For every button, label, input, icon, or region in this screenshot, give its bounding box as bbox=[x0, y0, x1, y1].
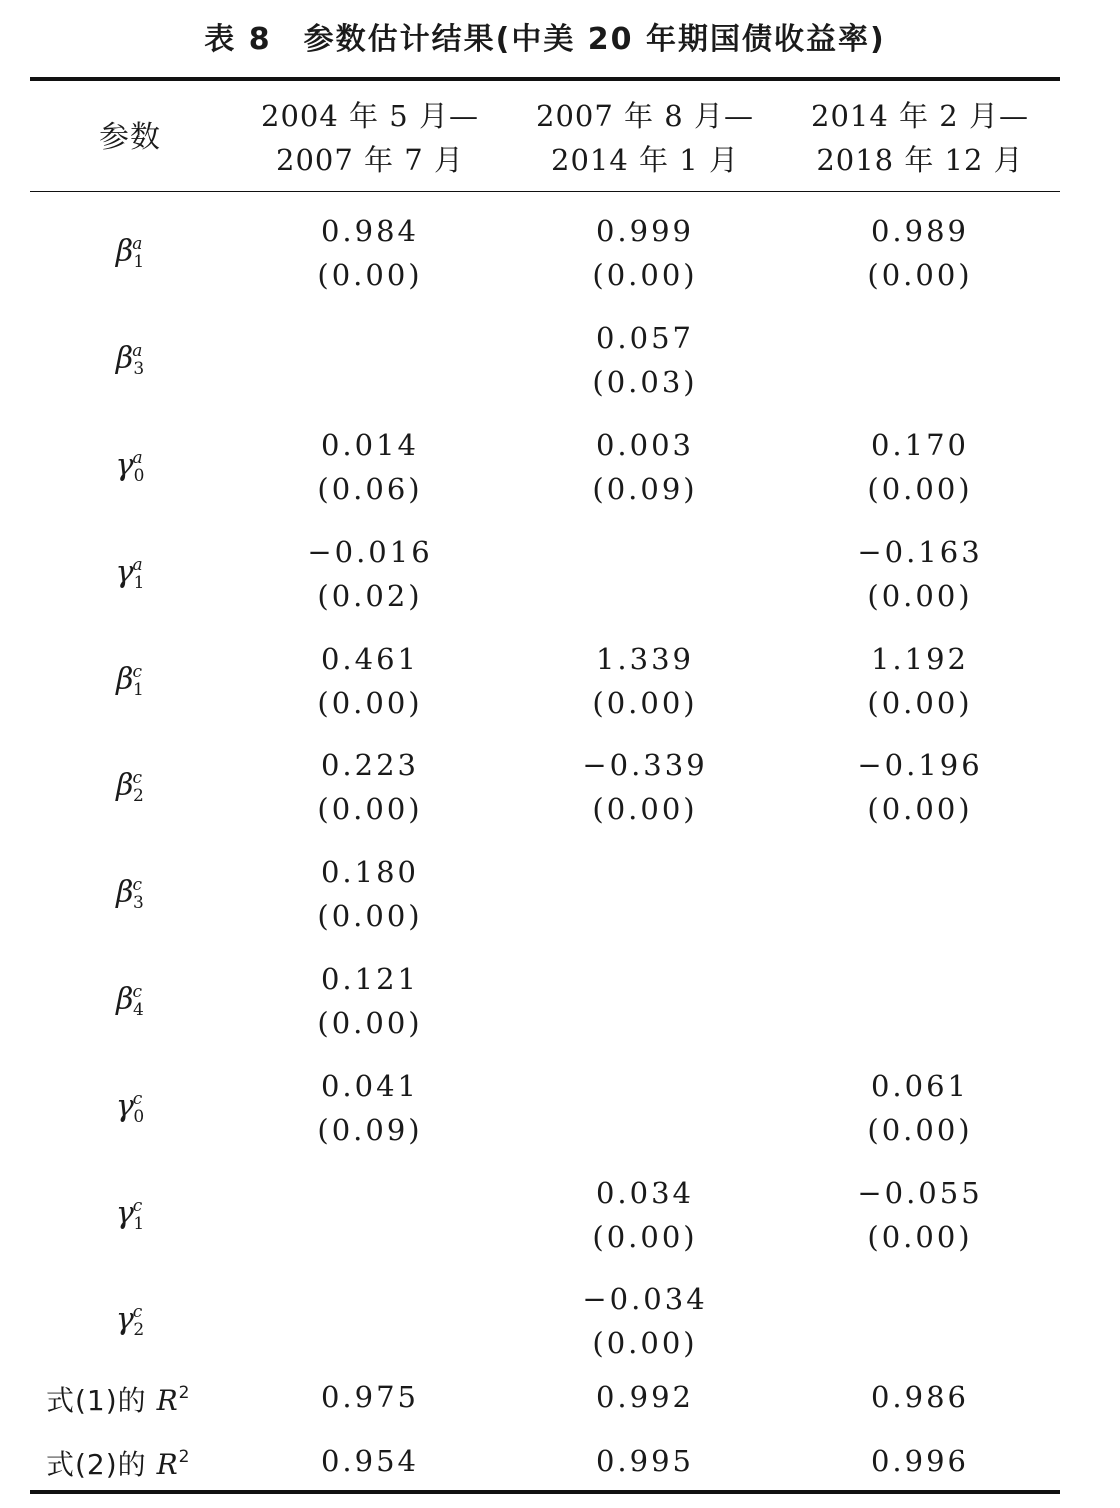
param-symbol-text bbox=[116, 436, 145, 498]
estimate-value: 0.061 bbox=[870, 1068, 970, 1103]
estimate-pvalue: (0.00) bbox=[867, 1219, 973, 1254]
estimate-value: −0.163 bbox=[857, 534, 983, 569]
estimate-pvalue: (0.00) bbox=[592, 1326, 698, 1361]
param-greek: β bbox=[116, 768, 134, 804]
param-superscript: c bbox=[132, 768, 143, 789]
estimate-cell bbox=[780, 1054, 1060, 1161]
estimate-cell bbox=[230, 1161, 510, 1268]
param-greek: γ bbox=[115, 447, 134, 483]
r2-value: 0.995 bbox=[595, 1444, 695, 1478]
table-row bbox=[30, 734, 1060, 841]
r2-label bbox=[30, 1430, 230, 1492]
param-subscript: 1 bbox=[133, 1213, 145, 1234]
estimate-cell bbox=[780, 1161, 1060, 1268]
param-subscript: 1 bbox=[133, 572, 145, 593]
r2-label-prefix: 式(2)的 bbox=[46, 1448, 157, 1481]
estimate-pvalue: (0.00) bbox=[592, 258, 698, 293]
param-greek: β bbox=[116, 875, 134, 911]
r2-label-text bbox=[46, 1371, 191, 1423]
estimate-pvalue: (0.09) bbox=[592, 471, 698, 506]
param-symbol-text bbox=[116, 650, 144, 712]
estimate-cell bbox=[230, 1268, 510, 1375]
r2-value: 0.996 bbox=[870, 1444, 970, 1478]
param-symbol bbox=[30, 520, 230, 627]
header-rule bbox=[30, 191, 1060, 192]
estimate-cell bbox=[780, 841, 1060, 948]
estimate-cell bbox=[780, 734, 1060, 841]
estimate-cell bbox=[510, 200, 780, 307]
r2-value: 0.975 bbox=[320, 1380, 420, 1414]
param-symbol bbox=[30, 1054, 230, 1161]
estimate-value: 0.984 bbox=[320, 214, 420, 249]
param-subscript: 3 bbox=[133, 893, 144, 914]
estimate-pvalue: (0.00) bbox=[592, 792, 698, 827]
estimate-pvalue: (0.03) bbox=[592, 365, 698, 400]
estimate-value: 0.121 bbox=[320, 961, 420, 996]
estimate-pvalue: (0.00) bbox=[867, 471, 973, 506]
table-row bbox=[30, 1268, 1060, 1375]
param-symbol bbox=[30, 414, 230, 521]
header-period-line1: 2014 年 2 月— bbox=[811, 99, 1029, 133]
param-superscript: a bbox=[132, 341, 143, 362]
estimate-pvalue: (0.00) bbox=[867, 258, 973, 293]
param-symbol bbox=[30, 200, 230, 307]
estimate-cell bbox=[780, 627, 1060, 734]
param-subscript: 1 bbox=[133, 252, 145, 273]
estimate-cell bbox=[230, 1054, 510, 1161]
table-row bbox=[30, 200, 1060, 307]
param-superscript: a bbox=[132, 234, 143, 255]
estimate-cell bbox=[510, 734, 780, 841]
param-symbol-text bbox=[116, 1290, 144, 1352]
estimate-value: 0.057 bbox=[595, 321, 695, 356]
estimate-pvalue: (0.00) bbox=[317, 899, 423, 934]
header-period-line1: 2007 年 8 月— bbox=[536, 99, 754, 133]
param-subscript: 1 bbox=[133, 679, 144, 700]
r2-label-R: R bbox=[156, 1448, 179, 1481]
header-period-3 bbox=[780, 90, 1060, 186]
r2-row bbox=[30, 1430, 1060, 1492]
estimate-value: 0.461 bbox=[320, 641, 420, 676]
table-row bbox=[30, 520, 1060, 627]
param-superscript: c bbox=[132, 1302, 143, 1323]
estimate-value: 1.339 bbox=[595, 641, 695, 676]
param-superscript: c bbox=[132, 661, 143, 682]
param-symbol-text bbox=[116, 970, 144, 1032]
estimate-pvalue: (0.00) bbox=[867, 1112, 973, 1147]
param-symbol-text bbox=[116, 1077, 144, 1139]
estimate-cell bbox=[230, 307, 510, 414]
estimate-cell bbox=[510, 948, 780, 1055]
r2-label bbox=[30, 1366, 230, 1428]
estimate-cell bbox=[780, 1268, 1060, 1375]
estimate-cell bbox=[230, 627, 510, 734]
param-greek: β bbox=[116, 661, 134, 697]
r2-label-exponent: 2 bbox=[178, 1447, 191, 1467]
estimate-value: 0.014 bbox=[320, 427, 420, 462]
param-superscript: a bbox=[132, 554, 143, 575]
param-symbol-text bbox=[116, 222, 144, 284]
estimate-cell bbox=[230, 520, 510, 627]
estimate-pvalue: (0.00) bbox=[317, 1005, 423, 1040]
estimate-pvalue: (0.00) bbox=[867, 685, 973, 720]
estimate-cell bbox=[510, 1054, 780, 1161]
param-subscript: 4 bbox=[133, 999, 144, 1020]
estimate-value: 0.034 bbox=[595, 1175, 695, 1210]
param-symbol-text bbox=[116, 1184, 144, 1246]
estimate-pvalue: (0.02) bbox=[317, 578, 423, 613]
estimate-pvalue: (0.00) bbox=[317, 792, 423, 827]
estimate-value: −0.339 bbox=[582, 748, 708, 783]
param-greek: γ bbox=[115, 554, 134, 590]
param-symbol bbox=[30, 948, 230, 1055]
estimate-pvalue: (0.00) bbox=[317, 685, 423, 720]
estimate-pvalue: (0.06) bbox=[317, 471, 423, 506]
param-superscript: c bbox=[132, 875, 143, 896]
estimate-cell bbox=[510, 1268, 780, 1375]
param-symbol-text bbox=[116, 863, 144, 925]
r2-label-prefix: 式(1)的 bbox=[46, 1384, 157, 1417]
estimate-value: 0.003 bbox=[595, 427, 695, 462]
table-title: 表 8 参数估计结果(中美 20 年期国债收益率) bbox=[204, 22, 886, 57]
header-period-line2: 2018 年 12 月 bbox=[816, 143, 1024, 177]
estimate-value: −0.016 bbox=[307, 534, 433, 569]
table-header bbox=[30, 90, 1060, 186]
estimate-cell bbox=[230, 841, 510, 948]
estimate-cell bbox=[510, 520, 780, 627]
estimate-cell bbox=[510, 627, 780, 734]
param-subscript: 2 bbox=[133, 1320, 145, 1341]
header-period-2 bbox=[510, 90, 780, 186]
estimate-pvalue: (0.00) bbox=[867, 792, 973, 827]
estimate-value: 0.180 bbox=[320, 855, 420, 890]
param-subscript: 3 bbox=[133, 359, 145, 380]
estimate-pvalue: (0.00) bbox=[592, 1219, 698, 1254]
table-row bbox=[30, 414, 1060, 521]
header-param: 参数 bbox=[99, 120, 161, 155]
estimate-value: −0.196 bbox=[857, 748, 983, 783]
estimate-cell bbox=[230, 200, 510, 307]
estimate-cell bbox=[780, 520, 1060, 627]
r2-label-text bbox=[46, 1435, 191, 1487]
estimate-cell bbox=[780, 307, 1060, 414]
estimate-cell bbox=[780, 948, 1060, 1055]
param-superscript: c bbox=[132, 1088, 143, 1109]
estimate-cell bbox=[780, 414, 1060, 521]
estimate-pvalue: (0.09) bbox=[317, 1112, 423, 1147]
param-greek: γ bbox=[115, 1195, 134, 1231]
estimate-value: 0.170 bbox=[870, 427, 970, 462]
param-greek: γ bbox=[115, 1302, 134, 1338]
param-symbol bbox=[30, 841, 230, 948]
r2-value: 0.986 bbox=[870, 1380, 970, 1414]
param-greek: β bbox=[116, 981, 134, 1017]
param-symbol bbox=[30, 1268, 230, 1375]
estimate-value: 0.041 bbox=[320, 1068, 420, 1103]
r2-label-exponent: 2 bbox=[178, 1383, 191, 1403]
table-row bbox=[30, 307, 1060, 414]
param-symbol-text bbox=[116, 543, 145, 605]
param-subscript: 0 bbox=[133, 1106, 145, 1127]
param-superscript: c bbox=[132, 1195, 143, 1216]
estimate-value: 0.989 bbox=[870, 214, 970, 249]
estimate-cell bbox=[230, 948, 510, 1055]
param-symbol bbox=[30, 734, 230, 841]
param-superscript: a bbox=[132, 447, 143, 468]
table-row bbox=[30, 1161, 1060, 1268]
table-row bbox=[30, 841, 1060, 948]
header-period-line2: 2014 年 1 月 bbox=[551, 143, 739, 177]
estimate-pvalue: (0.00) bbox=[317, 258, 423, 293]
estimate-pvalue: (0.00) bbox=[867, 578, 973, 613]
param-greek: β bbox=[115, 234, 134, 270]
table-row bbox=[30, 948, 1060, 1055]
estimate-cell bbox=[510, 841, 780, 948]
param-symbol bbox=[30, 1161, 230, 1268]
param-superscript: c bbox=[132, 981, 143, 1002]
estimate-value: −0.055 bbox=[857, 1175, 983, 1210]
r2-label-R: R bbox=[156, 1384, 179, 1417]
param-symbol bbox=[30, 627, 230, 734]
r2-value: 0.992 bbox=[595, 1380, 695, 1414]
bottom-rule bbox=[30, 1490, 1060, 1494]
top-rule bbox=[30, 77, 1060, 81]
estimate-cell bbox=[230, 414, 510, 521]
param-subscript: 2 bbox=[133, 786, 144, 807]
table-row bbox=[30, 1054, 1060, 1161]
estimate-cell bbox=[510, 1161, 780, 1268]
param-greek: γ bbox=[115, 1088, 134, 1124]
estimate-value: 0.223 bbox=[320, 748, 420, 783]
estimate-cell bbox=[510, 307, 780, 414]
param-symbol bbox=[30, 307, 230, 414]
estimate-value: 0.999 bbox=[595, 214, 695, 249]
header-period-line2: 2007 年 7 月 bbox=[276, 143, 464, 177]
estimate-pvalue: (0.00) bbox=[592, 685, 698, 720]
param-symbol-text bbox=[116, 756, 144, 818]
param-symbol-text bbox=[116, 329, 144, 391]
estimate-cell bbox=[510, 414, 780, 521]
estimate-value: −0.034 bbox=[582, 1282, 708, 1317]
estimate-cell bbox=[230, 734, 510, 841]
estimate-value: 1.192 bbox=[870, 641, 970, 676]
table-row bbox=[30, 627, 1060, 734]
header-period-line1: 2004 年 5 月— bbox=[261, 99, 479, 133]
r2-value: 0.954 bbox=[320, 1444, 420, 1478]
r2-row bbox=[30, 1366, 1060, 1428]
estimate-cell bbox=[780, 200, 1060, 307]
param-greek: β bbox=[115, 341, 134, 377]
param-subscript: 0 bbox=[133, 465, 145, 486]
header-period-1 bbox=[230, 90, 510, 186]
